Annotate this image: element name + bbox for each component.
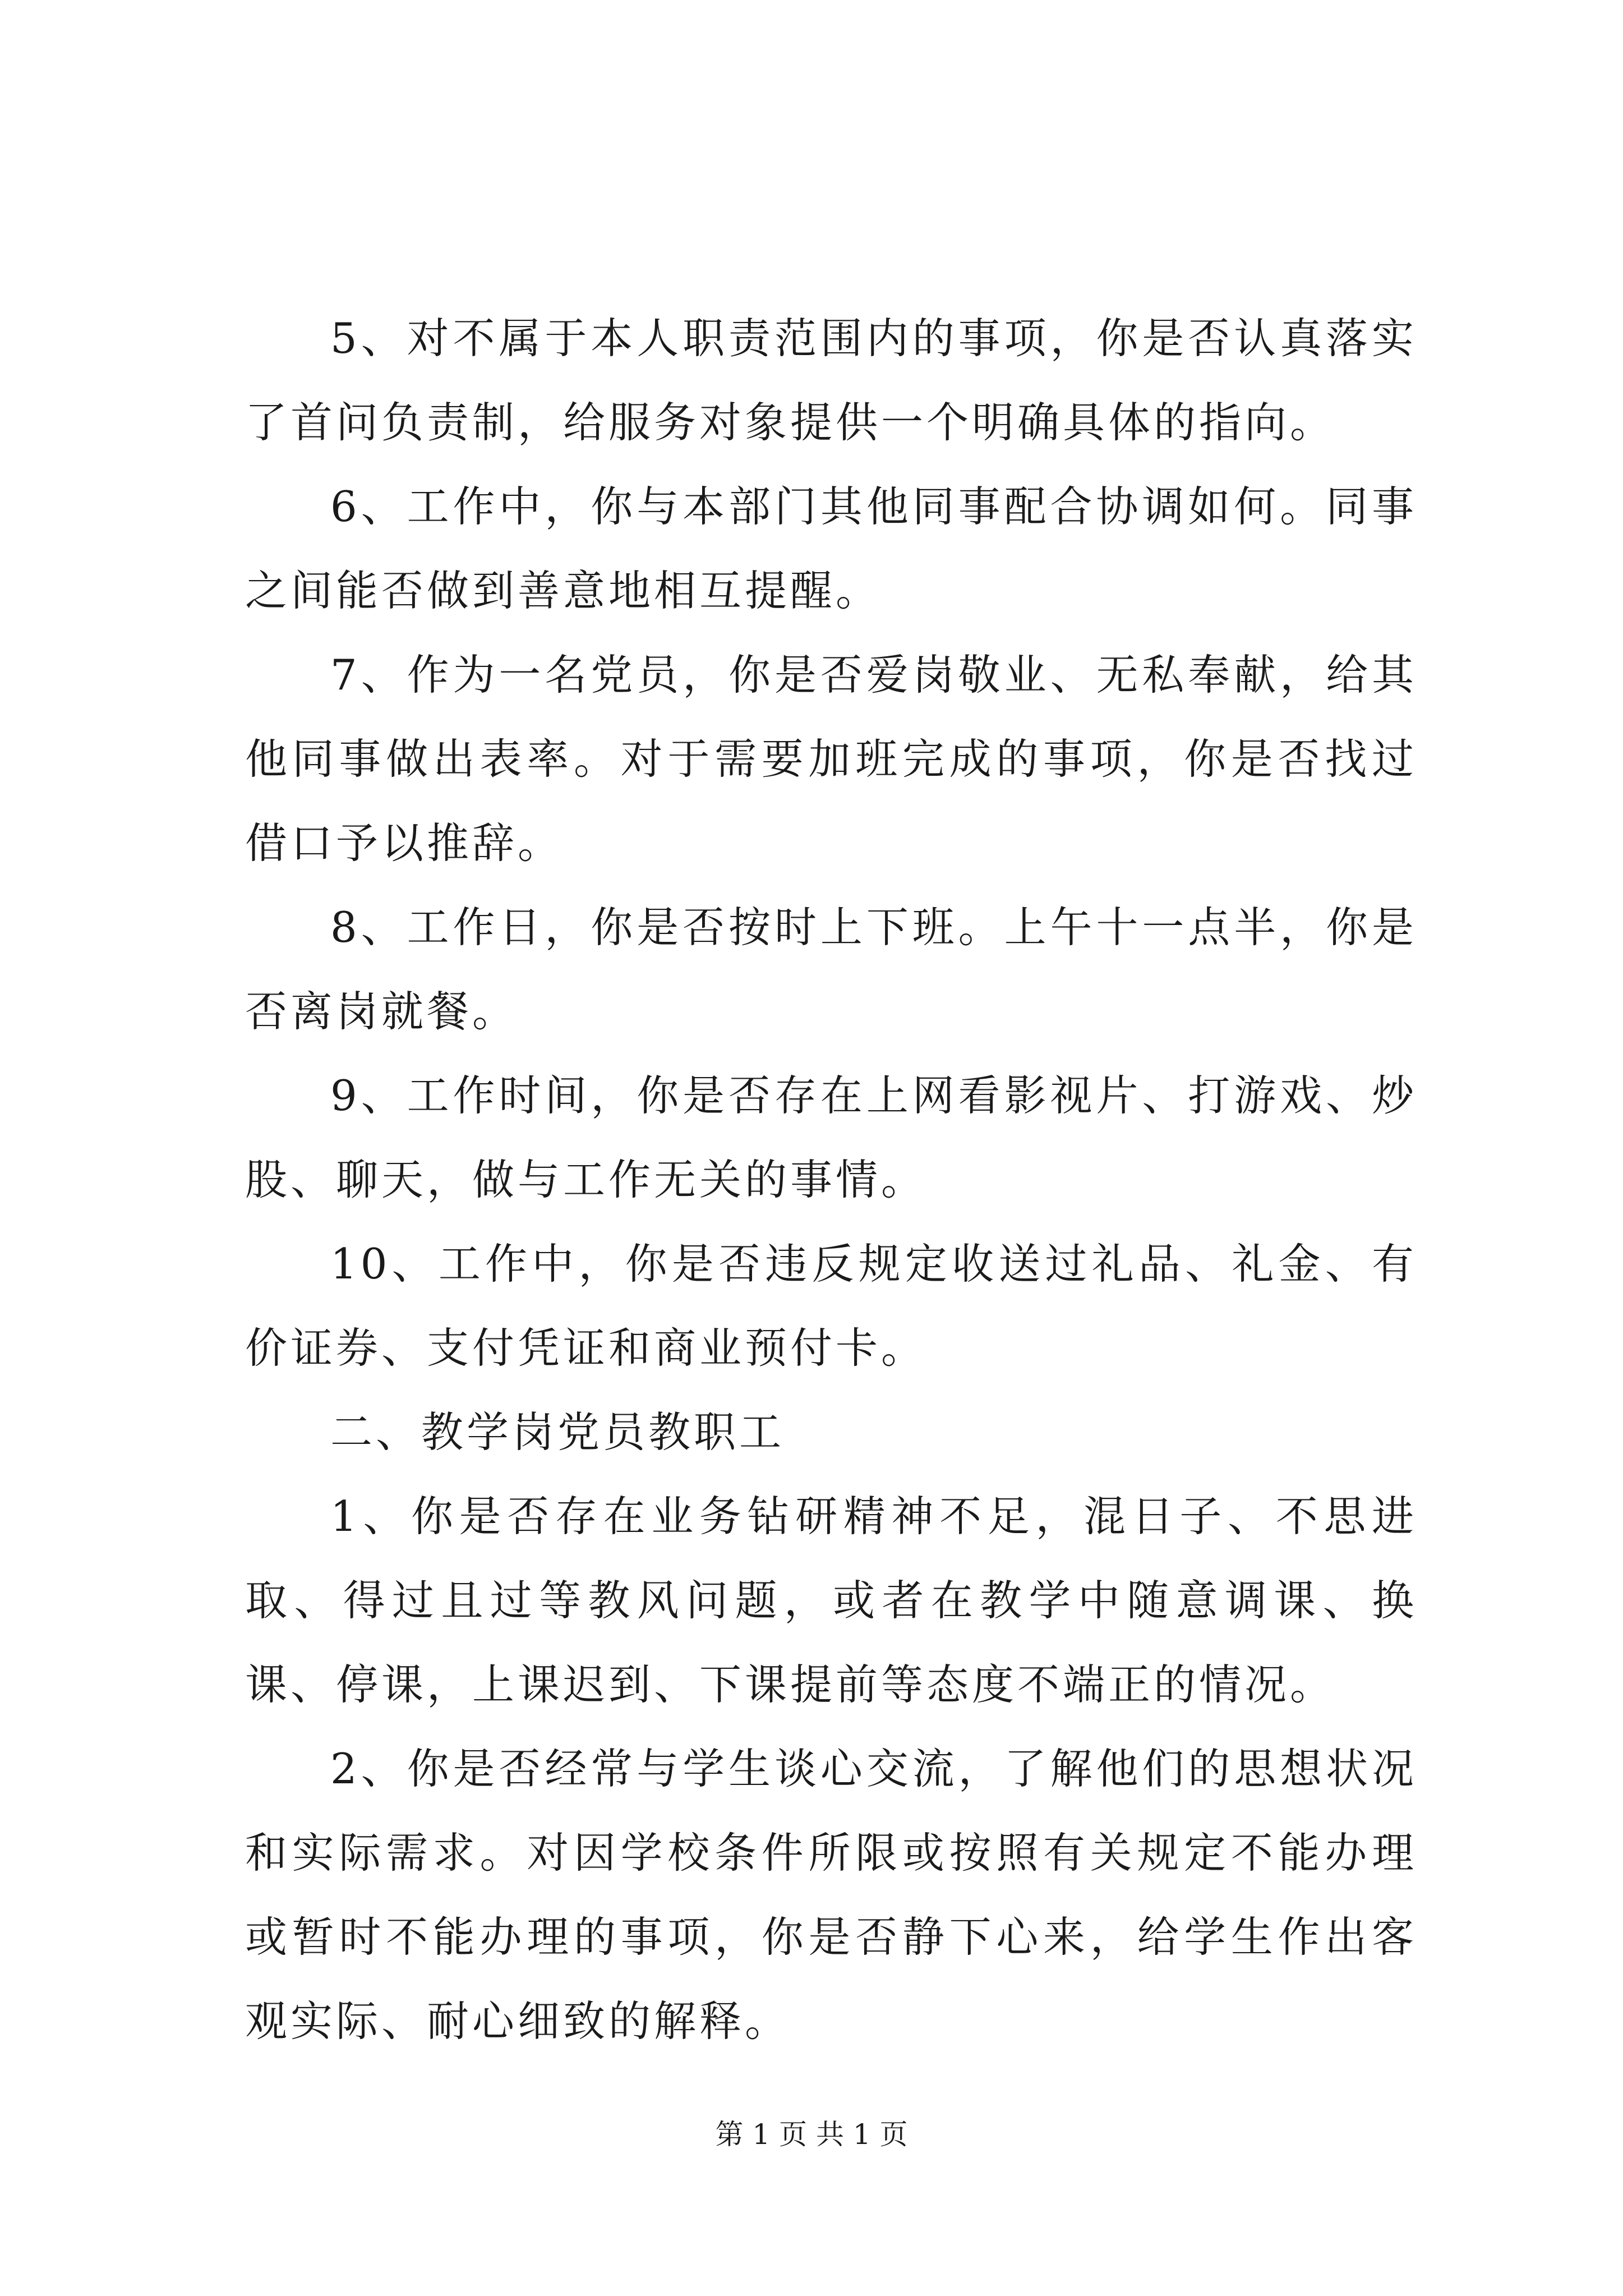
document-body <box>245 296 1417 2063</box>
paragraph-item-5: 5、对不属于本人职责范围内的事项，你是否认真落实了首问负责制，给服务对象提供一个明确具体的指向。 <box>245 314 1417 447</box>
paragraph-item-7: 7、作为一名党员，你是否爱岗敬业、无私奉献，给其他同事做出表率。对于需要加班完成的事项，你是否找过借口予以推辞。 <box>245 650 1417 868</box>
paragraph-item-2: 2、你是否经常与学生谈心交流，了解他们的思想状况和实际需求。对因学校条件所限或按照有关规定不能办理或暂时不能办理的事项，你是否静下心来，给学生作出客观实际、耐心细致的解释。 <box>245 1744 1417 2046</box>
paragraph-item-9: 9、工作时间，你是否存在上网看影视片、打游戏、炒股、聊天，做与工作无关的事情。 <box>245 1071 1417 1204</box>
paragraph-item-8: 8、工作日，你是否按时上下班。上午十一点半，你是否离岗就餐。 <box>245 903 1417 1036</box>
section-heading: 二、教学岗党员教职工 <box>330 1407 785 1457</box>
paragraph-item-10: 10、工作中，你是否违反规定收送过礼品、礼金、有价证券、支付凭证和商业预付卡。 <box>245 1239 1417 1373</box>
paragraph-item-1: 1、你是否存在业务钻研精神不足，混日子、不思进取、得过且过等教风问题，或者在教学中随意调课、换课、停课，上课迟到、下课提前等态度不端正的情况。 <box>245 1492 1417 1709</box>
paragraph-item-6: 6、工作中，你与本部门其他同事配合协调如何。同事之间能否做到善意地相互提醒。 <box>245 482 1417 615</box>
page-footer <box>0 2115 1623 2154</box>
page-number-label: 第 1 页 共 1 页 <box>715 2118 908 2151</box>
